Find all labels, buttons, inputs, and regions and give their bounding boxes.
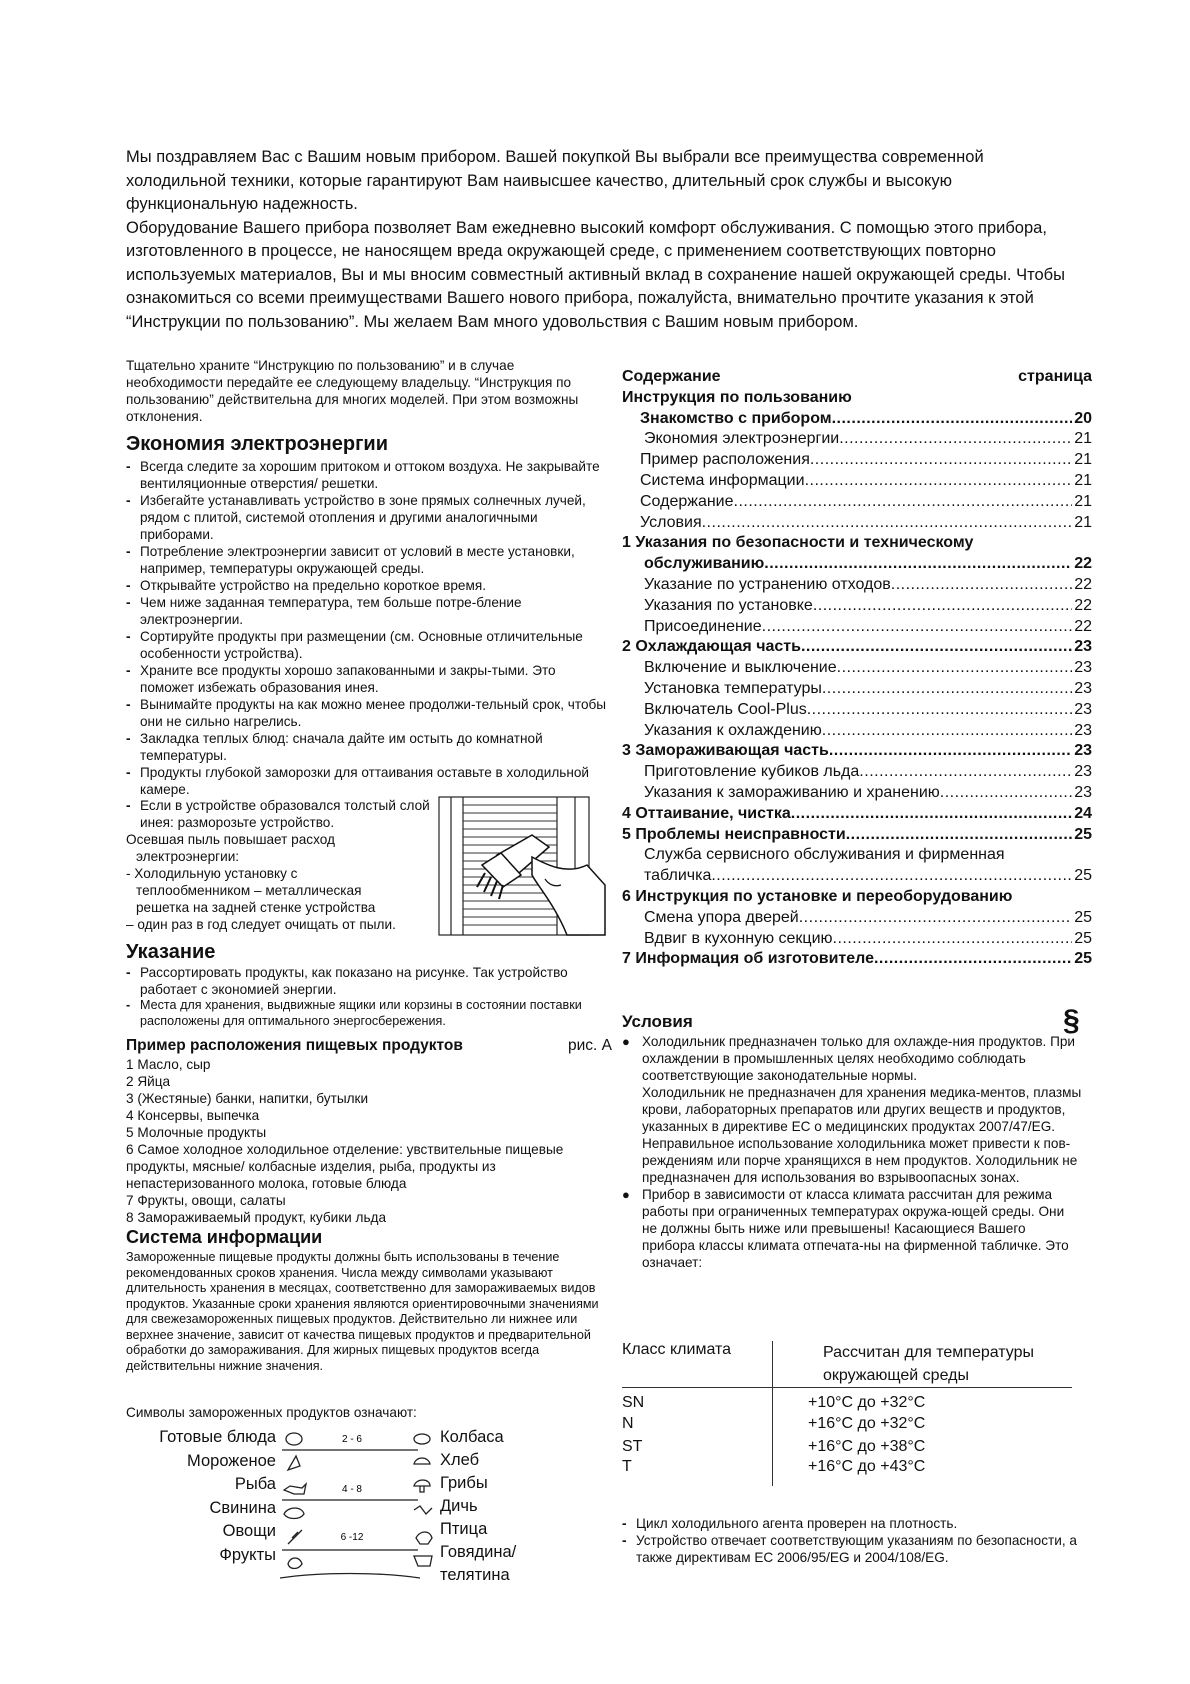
toc-entry[interactable]: Смена упора дверей ..... 25 <box>622 908 1092 929</box>
dust-line: электроэнергии: <box>136 849 240 864</box>
freeze-label: Готовые блюда <box>159 1428 276 1446</box>
freeze-label: Грибы <box>440 1474 488 1492</box>
example-title: Пример расположения пищевых продуктов <box>126 1037 463 1054</box>
conditions-title: Условия <box>622 1012 693 1031</box>
conditions-bullet-continued: Холодильник не предназначен для хранения медика-ментов, плазмы крови, лабораторных препаратов или других веществ и продуктов, указанных в директиве ЕС о медицинских продуктах 2007/47/EG. Неправильное использование холодильника может привести к пов-реждениям или порче хранящихся в нем продуктов. Холодильник не предназначен для использования во взрывоопасных зонах. <box>642 1085 1082 1185</box>
ready-meal-icon <box>286 1433 302 1445</box>
conditions-bullet: ● Прибор в зависимости от класса климата рассчитан для режима работы при ограниченных температурах окружа-ющей среды. Они не должны быть ниже или превышены! Касающиеся Вашего прибора классы климата отпечата-ны на фирменной табличке. Это означает: <box>622 1186 1082 1271</box>
toc-entry[interactable]: Условия ..... 21 <box>622 513 1092 534</box>
range-label: 2 - 6 <box>341 1434 363 1445</box>
note-list <box>126 964 612 1029</box>
note-title: Указание <box>126 941 216 963</box>
freeze-label: Дичь <box>440 1497 478 1515</box>
ice-cream-icon <box>288 1456 300 1470</box>
economy-title: Экономия электроэнергии <box>126 433 389 455</box>
toc-entry[interactable]: Указания к замораживанию и хранению ..... 23 <box>622 783 1092 804</box>
economy-list <box>126 458 612 798</box>
toc-entry[interactable]: Включение и выключение ..... 23 <box>622 658 1092 679</box>
toc-entry[interactable]: Включатель Cool-Plus ..... 23 <box>622 700 1092 721</box>
example-item: 5 Молочные продукты <box>126 1125 267 1140</box>
toc-page-header: страница <box>1018 368 1092 385</box>
info-system-title: Система информации <box>126 1227 323 1247</box>
freeze-label: Овощи <box>222 1522 276 1540</box>
toc-entry[interactable]: Экономия электроэнергии ..... 21 <box>622 429 1092 450</box>
pork-icon <box>284 1508 304 1519</box>
toc-entry[interactable]: Пример расположения ..... 21 <box>622 450 1092 471</box>
example-item: 6 Самое холодное холодильное отделение: увствительные пищевые продукты, мясные/ колбасные изделия, рыба, продукты из непастеризованного молока, готовые блюда <box>126 1142 564 1191</box>
toc-entry[interactable]: Знакомство с прибором ..... 20 <box>622 409 1092 430</box>
dust-line: решетка на задней стенке устройства <box>136 900 376 915</box>
freeze-label: телятина <box>440 1566 510 1584</box>
toc-entry[interactable]: Присоединение ..... 22 <box>622 617 1092 638</box>
toc-entry[interactable]: Указания по установке ..... 22 <box>622 596 1092 617</box>
footnotes <box>622 1515 1077 1566</box>
toc-entry[interactable]: табличка ..... 25 <box>622 866 1092 887</box>
toc-header <box>622 367 1092 388</box>
example-item: 1 Масло, сыр <box>126 1057 211 1072</box>
economy-item: - Открывайте устройство на предельно короткое время. <box>126 577 612 594</box>
note-item: - Рассортировать продукты, как показано на рисунке. Так устройство работает с экономией энергии. <box>126 964 612 998</box>
freeze-left-labels <box>126 1426 276 1567</box>
climate-row: N +16°C до +32°C <box>622 1412 1072 1435</box>
footnote: - Цикл холодильного агента проверен на плотность. <box>622 1515 1077 1532</box>
toc-section[interactable]: 5 Проблемы неисправности ..... 25 <box>622 825 1092 846</box>
toc-section[interactable]: 6 Инструкция по установке и переоборудованию <box>622 887 1013 905</box>
climate-table-header <box>622 1341 1072 1388</box>
example-list <box>126 1056 612 1226</box>
dust-line: Осевшая пыль повышает расход <box>126 832 335 847</box>
toc-entry[interactable]: Служба сервисного обслуживания и фирменная <box>644 846 1005 864</box>
toc-section[interactable]: 2 Охлаждающая часть ..... 23 <box>622 637 1092 658</box>
dust-line: - Холодильную установку с <box>126 866 298 881</box>
toc-subtitle: Инструкция по пользованию <box>622 388 852 406</box>
economy-item: - Избегайте устанавливать устройство в зоне прямых солнечных лучей, рядом с плитой, системой отопления и другими аналогичными приборами. <box>126 492 612 543</box>
frost-item: - Если в устройстве образовался толстый слой инея: разморозьте устройство. <box>126 797 436 831</box>
conditions-bullet: ● Холодильник предназначен только для охлажде-ния продуктов. При охлаждении в промышленных целях необходимо соблюдать соответствующие законодательные нормы. <box>622 1033 1082 1084</box>
footnote: - Устройство отвечает соответствующим указаниям по безопасности, а также директивам ЕС 2006/95/EG и 2004/108/EG. <box>622 1532 1077 1566</box>
economy-item: - Продукты глубокой заморозки для оттаивания оставьте в холодильной камере. <box>126 764 612 798</box>
economy-item: - Вынимайте продукты на как можно менее продолжи-тельный срок, чтобы они не сильно нагрелись. <box>126 696 612 730</box>
toc-entry[interactable]: Содержание ..... 21 <box>622 492 1092 513</box>
economy-item: - Храните все продукты хорошо запакованными и закры-тыми. Это поможет избежать образования инея. <box>126 662 612 696</box>
freeze-right-labels <box>440 1426 580 1587</box>
freeze-label: Колбаса <box>440 1428 504 1446</box>
climate-class-header: Класс климата <box>622 1341 773 1388</box>
toc-entry[interactable]: Приготовление кубиков льда ..... 23 <box>622 762 1092 783</box>
dust-line: – один раз в год следует очищать от пыли. <box>126 917 396 932</box>
freeze-label: Птица <box>440 1520 488 1538</box>
climate-row: SN +10°C до +32°C <box>622 1388 1072 1413</box>
example-item: 4 Консервы, выпечка <box>126 1108 260 1123</box>
toc-entry[interactable]: Система информации ..... 21 <box>622 471 1092 492</box>
fish-icon <box>284 1484 306 1494</box>
bread-icon <box>414 1458 430 1464</box>
range-label: 6 -12 <box>340 1532 364 1543</box>
dust-note <box>126 831 436 933</box>
mushroom-icon <box>414 1480 430 1492</box>
beef-icon <box>414 1556 432 1566</box>
climate-table <box>622 1341 1072 1486</box>
keep-note: Тщательно храните “Инструкцию по пользованию” и в случае необходимости передайте ее следующему владельцу. “Инструкция по пользованию” действительна для многих моделей. При этом возможны отклонения. <box>126 358 579 424</box>
conditions-body <box>622 1033 1082 1271</box>
figure-label-text: рис. А <box>568 1037 612 1054</box>
toc-entry[interactable]: Установка температуры ..... 23 <box>622 679 1092 700</box>
symbols-caption: Символы замороженных продуктов означают: <box>126 1405 417 1420</box>
toc-entry[interactable]: Вдвиг в кухонную секцию ..... 25 <box>622 929 1092 950</box>
climate-range-header: Рассчитан для температуры окружающей среды <box>773 1341 1073 1388</box>
sausage-icon <box>414 1434 430 1444</box>
example-item: 3 (Жестяные) банки, напитки, бутылки <box>126 1091 369 1106</box>
toc-entry[interactable]: Указания к охлаждению ..... 23 <box>622 721 1092 742</box>
economy-item: - Чем ниже заданная температура, тем больше потре-бление электроэнергии. <box>126 594 612 628</box>
freeze-label: Фрукты <box>219 1545 276 1564</box>
freeze-label: Говядина/ <box>440 1543 517 1561</box>
toc-section[interactable]: 3 Замораживающая часть ..... 23 <box>622 741 1092 762</box>
climate-row: ST +16°C до +38°C <box>622 1435 1072 1458</box>
climate-row: T +16°C до +43°C <box>622 1458 1072 1486</box>
table-of-contents <box>622 367 1092 970</box>
toc-section[interactable]: 7 Информация об изготовителе ..... 25 <box>622 949 1092 970</box>
figure-label <box>568 1036 612 1055</box>
note-item: - Места для хранения, выдвижные ящики или корзины в состоянии поставки расположены для оптимального энергосбережения. <box>126 998 612 1029</box>
toc-title: Содержание <box>622 368 721 385</box>
intro-paragraph-2: Оборудование Вашего прибора позволяет Вам ежедневно высокий комфорт обслуживания. С помощью этого прибора, изготовленного в процессе, не наносящем вреда окружающей среде, с применением соответствующих повторно используемых материалов, Вы и мы вносим совместный активный вклад в сохранение нашей окружающей среды. Чтобы ознакомиться со всеми преимуществами Вашего нового прибора, пожалуйста, внимательно прочтите указания к этой “Инструкции по пользованию”. Мы желаем Вам много удовольствия с Вашим новым прибором. <box>126 218 1065 331</box>
example-item: 8 Замораживаемый продукт, кубики льда <box>126 1210 387 1225</box>
economy-item: - Закладка теплых блюд: сначала дайте им остыть до комнатной температуры. <box>126 730 612 764</box>
economy-item: - Сортируйте продукты при размещении (см. Основные отличительные особенности устройства). <box>126 628 612 662</box>
freeze-label: Свинина <box>209 1498 276 1517</box>
toc-entry[interactable]: обслуживанию ..... 22 <box>622 554 1092 575</box>
cleaning-illustration <box>437 795 607 940</box>
poultry-icon <box>416 1532 432 1544</box>
example-item: 2 Яйца <box>126 1074 171 1089</box>
toc-entry[interactable]: Указание по устранению отходов ..... 22 <box>622 575 1092 596</box>
paragraph-sign-icon: § <box>1063 1004 1080 1037</box>
freeze-label: Хлеб <box>440 1451 480 1469</box>
fruit-icon <box>288 1558 302 1569</box>
freeze-label: Мороженое <box>187 1451 276 1470</box>
range-label: 4 - 8 <box>341 1484 363 1495</box>
toc-section[interactable]: 1 Указания по безопасности и техническому <box>622 534 974 552</box>
freeze-symbols-graphic <box>280 1426 440 1586</box>
example-item: 7 Фрукты, овощи, салаты <box>126 1193 286 1208</box>
toc-section[interactable]: 4 Оттаивание, чистка ..... 24 <box>622 804 1092 825</box>
freeze-label: Рыба <box>234 1475 276 1493</box>
economy-item: - Потребление электроэнергии зависит от условий в месте установки, например, температуры окружающей среды. <box>126 543 612 577</box>
economy-item: - Всегда следите за хорошим притоком и оттоком воздуха. Не закрывайте вентиляционные отверстия/ решетки. <box>126 458 612 492</box>
vegetables-icon <box>288 1530 302 1544</box>
intro-text <box>126 146 1086 334</box>
intro-paragraph-1: Мы поздравляем Вас с Вашим новым прибором. Вашей покупкой Вы выбрали все преимущества современной холодильной техники, которые гарантируют Вам наивысшее качество, длительный срок службы и высокую функциональную надежность. <box>126 148 984 213</box>
example-heading <box>126 1036 612 1055</box>
game-icon <box>414 1506 432 1514</box>
frost-list <box>126 797 436 831</box>
info-system-text: Замороженные пищевые продукты должны быть использованы в течение рекомендованных сроков хранения. Числа между символами указывают длительность хранения в месяцах, соответственно для замораживаемых видов продуктов. Указанные сроки хранения являются ориентировочными значениями для свежезамороженных пищевых продуктов. Действительно ли нижнее или верхнее значение, зависит от качества пищевых продуктов и предварительной обработки до замораживания. Для жирных пищевых продуктов всегда действительны нижние значения. <box>126 1250 599 1373</box>
dust-line: теплообменником – металлическая <box>136 883 362 898</box>
